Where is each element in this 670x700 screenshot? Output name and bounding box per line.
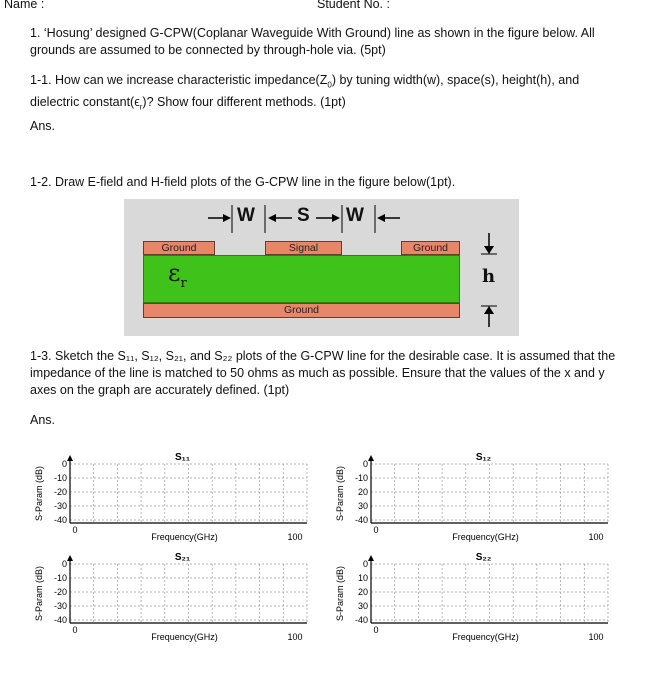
y-axis-label: S-Param (dB) [335,565,345,622]
signal-strip: Signal [265,241,342,255]
question-1-line-1: 1. ‘Hosung’ designed G-CPW(Coplanar Waveguide With Ground) line as shown in the figure below. All [30,26,595,40]
eps-subscript: r [139,102,143,111]
x-tick-label: 0 [72,625,78,635]
x-tick-label: 0 [373,625,379,635]
ground-bottom-plane: Ground [143,303,460,318]
plot-title: S₂₂ [475,552,492,563]
y-axis-label: S-Param (dB) [34,465,44,522]
x-axis-label: Frequency(GHz) [452,532,519,542]
plot-title: S₁₁ [175,452,190,463]
width-label-1: W [237,205,255,226]
plot-title: S₂₁ [174,552,191,563]
y-axis-arrowhead [368,455,374,461]
x-tick-label: 100 [287,532,303,542]
space-label: S [297,205,310,226]
y-axis-label: S-Param (dB) [34,565,44,622]
epsilon-subscript: r [180,275,187,291]
y-axis-arrowhead [67,455,73,461]
question-1-3-line-3: axes on the graph are accurately defined. (1pt) [30,383,290,397]
q11-text-d: )? Show four different methods. (1pt) [142,94,346,109]
plot-s21 [22,546,322,646]
question-1-3 [30,348,630,399]
y-tick-label: -40 [53,515,67,525]
x-tick-label: 100 [588,532,604,542]
height-label: h [482,266,496,287]
x-tick-label: 0 [72,525,78,535]
x-tick-label: 100 [287,632,303,642]
gcpw-cross-section-figure [124,199,519,336]
y-tick-label: 20 [357,587,368,597]
y-tick-label: 30 [357,601,368,611]
y-tick-label: 0 [61,459,67,469]
name-label: Name : [4,0,45,11]
q11-text-c: dielectric constant(ϵ [30,94,140,109]
x-tick-label: 100 [588,632,604,642]
y-axis-arrowhead [368,555,374,561]
question-1-3-line-2: impedance of the line is matched to 50 ohms as much as possible. Ensure that the values of the x and y [30,366,605,380]
width-label-2: W [346,205,364,226]
plot-s22 [323,546,623,646]
answer-label-1: Ans. [30,119,56,133]
plot-svg [323,446,623,546]
question-1-1-line-1 [30,72,630,94]
question-1-1-line-2 [30,94,630,116]
question-1-2: 1-2. Draw E-field and H-field plots of the G-CPW line in the figure below(1pt). [30,175,456,189]
y-tick-label: 0 [362,459,368,469]
y-axis-arrowhead [67,555,73,561]
plot-svg [22,446,322,546]
q11-text-a: 1-1. How can we increase characteristic impedance(Z [30,73,328,87]
y-tick-label: -30 [53,501,67,511]
y-tick-label: -20 [53,587,67,597]
question-1 [30,25,630,59]
y-tick-label: -30 [53,601,67,611]
y-tick-label: -10 [354,473,368,483]
y-tick-label: 30 [357,501,368,511]
question-1-line-2: grounds are assumed to be connected by through-hole via. (5pt) [30,43,386,57]
question-1-1 [30,72,630,115]
dielectric-substrate [143,255,460,303]
ground-left-strip: Ground [143,241,215,255]
dimension-arrows [124,199,519,239]
y-tick-label: -40 [354,615,368,625]
y-tick-label: -20 [53,487,67,497]
plot-s11 [22,446,322,546]
answer-label-2: Ans. [30,413,56,427]
x-axis-label: Frequency(GHz) [151,632,218,642]
plot-title: S₁₂ [475,452,492,463]
y-axis-label: S-Param (dB) [335,465,345,522]
y-tick-label: 0 [61,559,67,569]
y-tick-label: 0 [362,559,368,569]
plot-svg [323,546,623,646]
y-tick-label: 20 [357,487,368,497]
question-1-3-line-1: 1-3. Sketch the S₁₁, S₁₂, S₂₁, and S₂₂ plots of the G-CPW line for the desirable case. It is assumed that the [30,349,616,363]
z-subscript: 0 [327,80,332,90]
y-tick-label: -10 [53,473,67,483]
y-tick-label: -40 [53,615,67,625]
epsilon-glyph: ε [168,259,181,287]
ground-right-strip: Ground [401,241,460,255]
plot-svg [22,546,322,646]
permittivity-symbol [168,259,187,291]
plot-s12 [323,446,623,546]
y-tick-label: 10 [357,573,368,583]
y-tick-label: -40 [354,515,368,525]
y-tick-label: -10 [53,573,67,583]
x-axis-label: Frequency(GHz) [452,632,519,642]
student-number-label: Student No. : [317,0,390,11]
q11-text-b: ) by tuning width(w), space(s), height(h), and [331,73,580,87]
x-axis-label: Frequency(GHz) [151,532,218,542]
x-tick-label: 0 [373,525,379,535]
